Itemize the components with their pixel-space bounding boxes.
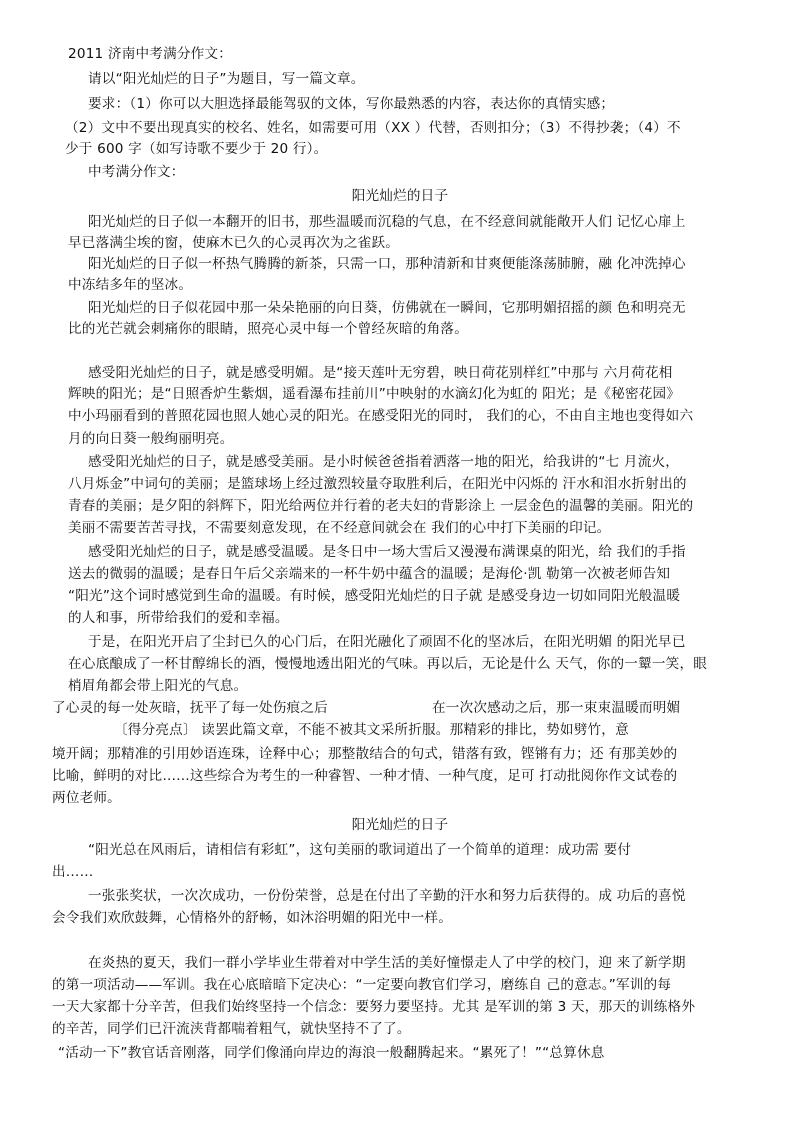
essay-line: 阳光灿烂的日子似花园中那一朵朵艳丽的向日葵，仿佛就在一瞬间，它那明媚招摇的颜 色和明亮无 xyxy=(88,300,686,316)
essay-line: “阳光”这个词时感觉到生命的温暖。有时候，感受阳光灿烂的日子就 是感受身边一切如同阳光般温暖 xyxy=(68,588,681,604)
commentary-line: 〔得分亮点〕 读罢此篇文章，不能不被其文采所折服。那精彩的排比，势如劈竹，意 xyxy=(114,722,629,738)
essay-line: 在炎热的夏天，我们一群小学毕业生带着对中学生活的美好憧憬走人了中学的校门，迎 来了新学期 xyxy=(88,955,686,971)
essay-line: “阳光总在风雨后，请相信有彩虹”，这句美丽的歌词道出了一个简单的道理：成功需 要付 xyxy=(88,842,632,858)
essay-line: 一张张奖状，一次次成功，一份份荣誉，总是在付出了辛勤的汗水和努力后获得的。成 功后的喜悦 xyxy=(88,888,686,904)
essay-line: 中冻结多年的坚冰。 xyxy=(68,277,193,293)
essay-line: 在心底酿成了一杯甘醇绵长的酒，慢慢地透出阳光的气味。再以后，无论是什么 天气，你的一颦一笑，眼 xyxy=(68,656,708,672)
essay-line: 感受阳光灿烂的日子，就是感受美丽。是小时候爸爸指着洒落一地的阳光，给我讲的“七 月流火， xyxy=(88,454,680,470)
essay-line: 阳光灿烂的日子似一杯热气腾腾的新茶，只需一口，那种清新和甘爽便能涤荡肺腑，融 化冲洗掉心 xyxy=(88,256,686,272)
essay-line: 比的光芒就会刺痛你的眼睛，照亮心灵中每一个曾经灰暗的角落。 xyxy=(68,321,469,337)
commentary-line: 境开阔；那精准的引用妙语连珠，诠释中心；那整散结合的句式，错落有致，铿锵有力；还 有那美妙的 xyxy=(52,746,678,762)
essay-line: 梢眉角都会带上阳光的气息。 xyxy=(68,678,248,694)
prompt-requirements: 少于 600 字（如写诗歌不要少于 20 行）。 xyxy=(65,141,328,157)
essay-line: 的人和事，所带给我们的爱和幸福。 xyxy=(68,610,289,626)
essay-line: 感受阳光灿烂的日子，就是感受明媚。是“接天莲叶无穷碧，映日荷花别样红”中那与 六月荷花相 xyxy=(88,365,673,381)
essay-line-gap-left: 了心灵的每一处灰暗，抚平了每一处伤痕之后 xyxy=(52,700,328,716)
essay-line: 感受阳光灿烂的日子，就是感受温暖。是冬日中一场大雪后又漫漫布满课桌的阳光，给 我们的手指 xyxy=(88,544,686,560)
essay-line: 出…… xyxy=(52,864,94,880)
essay-line: 美丽不需要苦苦寻找，不需要刻意发现，在不经意间就会在 我们的心中打下美丽的印记。 xyxy=(68,520,611,536)
essay-line: 的辛苦，同学们已汗流浃背都喘着粗气，就快坚持不了了。 xyxy=(52,1021,411,1037)
essay-title: 阳光灿烂的日子 xyxy=(351,817,449,833)
essay-line: 会令我们欢欣鼓舞，心情格外的舒畅，如沐浴明媚的阳光中一样。 xyxy=(52,910,453,926)
essay-title: 阳光灿烂的日子 xyxy=(351,188,449,204)
essay-line: 青春的美丽；是夕阳的斜辉下，阳光给两位并行着的老夫妇的背影涂上 一层金色的温馨的美丽。阳光的 xyxy=(68,498,694,514)
essay-line: 一天大家都十分辛苦，但我们始终坚持一个信念：要努力要坚持。尤其 是军训的第 3 天，那天的训练格外 xyxy=(52,999,696,1015)
prompt-requirements: （2）文中不要出现真实的校名、姓名，如需要可用（XX ）代替，否则扣分；（3）不得抄袭；（4）不 xyxy=(65,120,681,136)
essay-line: “活动一下”教官话音刚落，同学们像涌向岸边的海浪一般翻腾起来。“累死了！”“总算休息 xyxy=(58,1045,605,1061)
prompt-requirements: 要求：（1）你可以大胆选择最能驾驭的文体，写你最熟悉的内容，表达你的真情实感； xyxy=(88,96,615,112)
essay-line: 的第一项活动——军训。我在心底暗暗下定决心：“一定要向教官们学习，磨练自 己的意志。”军训的每 xyxy=(52,977,672,993)
essay-line: 早已落满尘埃的窗，使麻木已久的心灵再次为之雀跃。 xyxy=(68,235,400,251)
prompt-instruction: 请以“阳光灿烂的日子”为题目，写一篇文章。 xyxy=(88,71,365,87)
commentary-line: 两位老师。 xyxy=(52,790,121,806)
essay-line: 辉映的阳光；是“日照香炉生紫烟，遥看瀑布挂前川”中映射的水滴幻化为虹的 阳光；是《秘密花园》 xyxy=(68,386,681,402)
essay-line: 月的向日葵一般绚丽明亮。 xyxy=(68,431,234,447)
header-label: 2011 济南中考满分作文： xyxy=(68,46,233,62)
essay-line: 八月烁金”中词句的美丽；是篮球场上经过激烈较量夺取胜利后，在阳光中闪烁的 汗水和泪水折射出的 xyxy=(68,476,687,492)
essay-line: 于是，在阳光开启了尘封已久的心门后，在阳光融化了顽固不化的坚冰后，在阳光明媚 的阳光早已 xyxy=(88,634,686,650)
commentary-line: 比喻，鲜明的对比……这些综合为考生的一种睿智、一种才情、一种气度，足可 打动批阅你作文试卷的 xyxy=(52,768,678,784)
section-label: 中考满分作文： xyxy=(88,164,185,180)
essay-line: 中小玛丽看到的普照花园也照人她心灵的阳光。在感受阳光的同时， 我们的心，不由自主地也变得如六 xyxy=(68,408,694,424)
essay-line-gap-right: 在一次次感动之后，那一束束温暖而明媚 xyxy=(432,700,681,716)
essay-line: 送去的微弱的温暖；是春日午后父亲端来的一杯牛奶中蕴含的温暖；是海伦·凯 勒第一次被老师告知 xyxy=(68,566,671,582)
essay-line: 阳光灿烂的日子似一本翻开的旧书，那些温暖而沉稳的气息，在不经意间就能敞开人们 记忆心扉上 xyxy=(88,214,686,230)
